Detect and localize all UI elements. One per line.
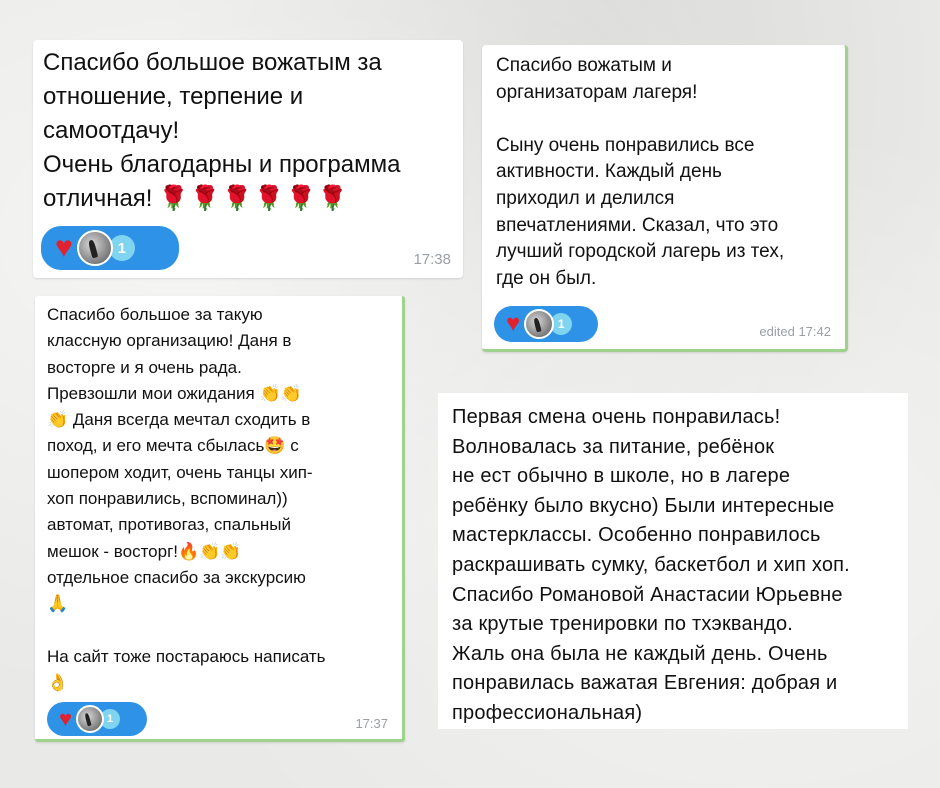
avatar [524, 309, 554, 339]
reaction-button[interactable] [41, 226, 179, 270]
reaction-count: 1 [100, 709, 120, 729]
message-bubble-2 [482, 45, 848, 352]
message-time: 17:38 [413, 251, 451, 268]
reaction-button[interactable] [494, 306, 598, 342]
message-bubble-1 [33, 40, 463, 278]
message-text: Спасибо большое вожатым за отношение, терпение и самоотдачу! Очень благодарны и программа отличная! [43, 49, 401, 212]
heart-icon: ♥ [55, 231, 73, 264]
message-bubble-3 [35, 296, 405, 742]
message-time: 17:37 [355, 716, 388, 731]
message-text: Первая смена очень понравилась! Волновалась за питание, ребёнок не ест обычно в школе, но в лагере ребёнку было вкусно) Были интересные мастерклассы. Особенно понравилось раскрашивать сумку, баскетбол и хип хоп. Спасибо Романовой Анастасии Юрьевне за крутые тренировки по тхэквандо. Жаль она была не каждый день. Очень понравилась важатая Евгения: добрая и профессиональная) [452, 406, 850, 724]
reaction-count: 1 [550, 313, 572, 335]
message-time: edited 17:42 [759, 324, 831, 339]
rose-icon: 🌹🌹🌹🌹🌹🌹 [158, 185, 350, 212]
heart-icon: ♥ [59, 706, 73, 731]
message-bubble-4 [438, 393, 908, 729]
message-text: Спасибо вожатым и организаторам лагеря! Сыну очень понравились все активности. Каждый день приходил и делился впечатлениями. Сказал, что это лучший городской лагерь из тех, где он был. [496, 55, 785, 289]
reaction-button[interactable] [47, 702, 147, 736]
heart-icon: ♥ [506, 310, 521, 337]
reaction-count: 1 [109, 235, 135, 261]
avatar [77, 230, 113, 266]
message-text: Спасибо большое за такую классную организацию! Даня в восторге и я очень рада. Превзошли мои ожидания 👏👏 👏 Даня всегда мечтал сходить в поход, и его мечта сбылась🤩 с шопером ходит, очень танцы хип- хоп понравились, вспоминал)) автомат, противогаз, спальный мешок - восторг!🔥👏👏 отдельное спасибо за экскурсию 🙏 На сайт тоже постараюсь написать 👌 [47, 305, 326, 693]
avatar [76, 705, 104, 733]
